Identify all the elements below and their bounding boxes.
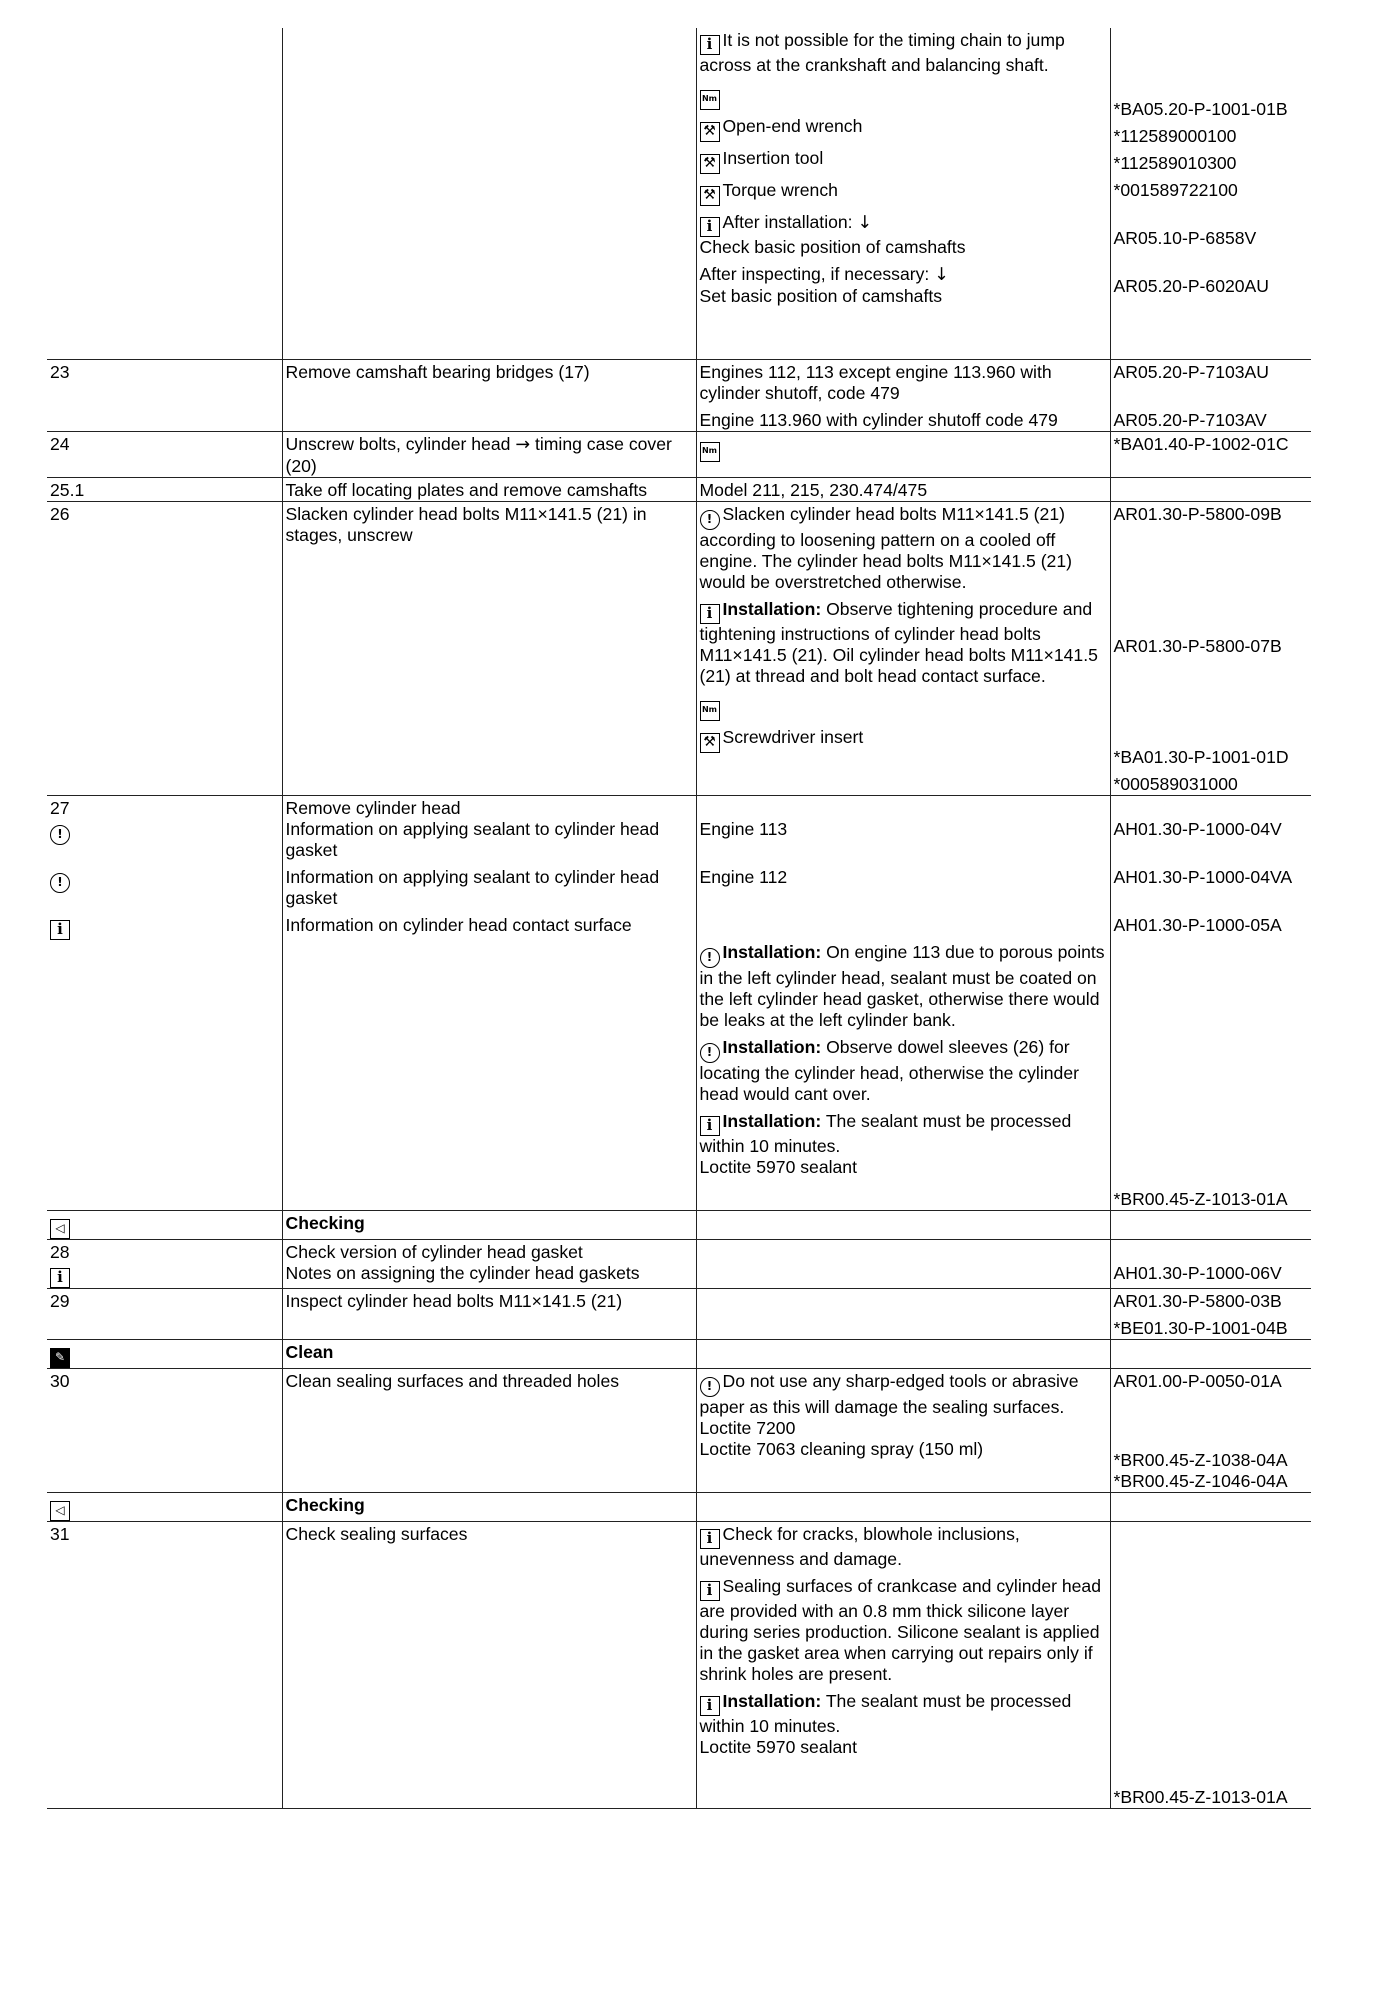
info-icon: i [50, 1268, 70, 1288]
step-row-22 [47, 28, 1311, 359]
step-reference [1110, 477, 1311, 501]
document-link[interactable]: AH01.30-P-1000-04VA [1113, 866, 1293, 887]
document-link[interactable]: *BR00.45-Z-1046-04A [1113, 1470, 1288, 1491]
step-row-30 [47, 1368, 1311, 1492]
step-number: 27 ! ! i [47, 795, 282, 1210]
step-number: 31 [47, 1521, 282, 1808]
torque-spec-icon: Nm [700, 442, 720, 462]
tool-number[interactable]: *112589010300 [1113, 153, 1237, 173]
step-action [282, 28, 696, 359]
step-row-26 [47, 501, 1311, 795]
document-link[interactable]: AR05.20-P-6020AU [1113, 276, 1270, 296]
section-header-clean [47, 1339, 1311, 1368]
section-title: Clean [282, 1339, 696, 1368]
warning-icon: ! [700, 1043, 720, 1063]
document-link[interactable]: AR05.20-P-7103AU [1113, 361, 1270, 382]
info-icon: i [700, 1116, 720, 1136]
step-row-27 [47, 795, 1311, 1210]
section-header-checking [47, 1210, 1311, 1239]
tool-number[interactable]: *000589031000 [1113, 773, 1238, 794]
warning-icon: ! [700, 510, 720, 530]
document-link[interactable]: AH01.30-P-1000-04V [1113, 818, 1282, 839]
torque-spec-icon: Nm [700, 90, 720, 110]
step-reference [1110, 1521, 1311, 1808]
warning-icon: ! [700, 1377, 720, 1397]
special-tool-icon: ⚒ [700, 186, 720, 206]
special-tool-icon: ⚒ [700, 733, 720, 753]
step-number [47, 1339, 282, 1368]
arrow-down-icon: ↓ [857, 213, 873, 233]
step-action: Clean sealing surfaces and threaded holes [282, 1368, 696, 1492]
warning-icon: ! [700, 948, 720, 968]
document-link[interactable]: AR01.30-P-5800-09B [1113, 503, 1282, 524]
step-reference [1110, 1288, 1311, 1339]
step-row-25-1 [47, 477, 1311, 501]
document-link[interactable]: AH01.30-P-1000-06V [1113, 1262, 1282, 1283]
procedure-table [47, 28, 1311, 1809]
info-icon: i [700, 1696, 720, 1716]
step-notes: ! Slacken cylinder head bolts M11×141.5 (21) according to loosening pattern on a cooled off engine. The cylinder head bolts M11×141.5 (21) would be overstretched otherwise. i Installation: Observe tightening procedure and tightening instructions of cylinder head bolts M11×141.5 (21). Oil cylinder head bolts M11×141.5 (21) at thread and bolt head contact surface. Nm ⚒ Screwdriver insert [696, 501, 1110, 795]
step-row-29 [47, 1288, 1311, 1339]
step-reference [1110, 359, 1311, 431]
step-number [47, 1492, 282, 1521]
document-link[interactable]: *BA01.40-P-1002-01C [1113, 433, 1289, 454]
document-link[interactable]: *BR00.45-Z-1038-04A [1113, 1449, 1288, 1470]
document-link[interactable]: AR01.00-P-0050-01A [1113, 1370, 1282, 1391]
step-number: 24 [47, 431, 282, 477]
step-notes: Engines 112, 113 except engine 113.960 with cylinder shutoff, code 479 Engine 113.960 with cylinder shutoff code 479 [696, 359, 1110, 431]
info-icon: i [50, 920, 70, 940]
step-notes: Engine 113 Engine 112 ! Installation: On engine 113 due to porous points in the left cylinder head, sealant must be coated on the left cylinder head gasket, otherwise there would be leaks at the left cylinder bank. ! Installation: Observe dowel sleeves (26) for locating the cylinder head, otherwise the cylinder head would cant over. i Installation: The sealant must be processed within 10 minutes. Loctite 5970 sealant [696, 795, 1110, 1210]
step-number: 29 [47, 1288, 282, 1339]
step-number [47, 1210, 282, 1239]
document-link[interactable]: AR05.20-P-7103AV [1113, 409, 1267, 430]
info-icon: i [700, 604, 720, 624]
info-icon: i [700, 1581, 720, 1601]
step-reference [1110, 431, 1311, 477]
clean-icon: ✎ [50, 1348, 70, 1368]
step-action: Unscrew bolts, cylinder head → timing case cover (20) [282, 431, 696, 477]
arrow-down-icon: ↓ [934, 265, 949, 285]
tool-number[interactable]: *001589722100 [1113, 180, 1238, 200]
step-action: Inspect cylinder head bolts M11×141.5 (21) [282, 1288, 696, 1339]
step-reference [1110, 1239, 1311, 1288]
step-number: 30 [47, 1368, 282, 1492]
document-link[interactable]: AR01.30-P-5800-03B [1113, 1290, 1282, 1311]
step-row-23 [47, 359, 1311, 431]
document-link[interactable]: *BA01.30-P-1001-01D [1113, 746, 1289, 767]
step-action: Check sealing surfaces [282, 1521, 696, 1808]
section-title: Checking [282, 1210, 696, 1239]
info-icon: i [700, 1529, 720, 1549]
step-row-31 [47, 1521, 1311, 1808]
step-number: 25.1 [47, 477, 282, 501]
document-link[interactable]: AR05.10-P-6858V [1113, 228, 1257, 248]
step-action: Remove cylinder head Information on applying sealant to cylinder head gasket Information on applying sealant to cylinder head gasket Information on cylinder head contact surface [282, 795, 696, 1210]
special-tool-icon: ⚒ [700, 154, 720, 174]
step-notes: i It is not possible for the timing chain to jump across at the crankshaft and balancing shaft. Nm ⚒ Open-end wrench ⚒ Insertion tool ⚒ Torque wrench i After installation: ↓ Check basic position of camshafts After inspecting, if necessary: ↓ Set basic position of camshafts [696, 28, 1110, 359]
step-notes: ! Do not use any sharp-edged tools or abrasive paper as this will damage the sealing surfaces. Loctite 7200 Loctite 7063 cleaning spray (150 ml) [696, 1368, 1110, 1492]
step-number: 23 [47, 359, 282, 431]
document-link[interactable]: AR01.30-P-5800-07B [1113, 635, 1282, 656]
step-notes: Model 211, 215, 230.474/475 [696, 477, 1110, 501]
checking-icon: ◁ [50, 1501, 70, 1521]
step-notes: i Check for cracks, blowhole inclusions, unevenness and damage. i Sealing surfaces of crankcase and cylinder head are provided with an 0.8 mm thick silicone layer during series production. Silicone sealant is applied in the gasket area when carrying out repairs only if shrink holes are present. i Installation: The sealant must be processed within 10 minutes. Loctite 5970 sealant [696, 1521, 1110, 1808]
checking-icon: ◁ [50, 1219, 70, 1239]
step-reference [1110, 28, 1311, 359]
step-reference [1110, 795, 1311, 1210]
section-title: Checking [282, 1492, 696, 1521]
warning-icon: ! [50, 873, 70, 893]
arrow-right-icon: → [515, 434, 531, 455]
document-link[interactable]: AH01.30-P-1000-05A [1113, 914, 1282, 935]
step-reference [1110, 501, 1311, 795]
tool-number[interactable]: *112589000100 [1113, 126, 1237, 146]
document-link[interactable]: *BR00.45-Z-1013-01A [1113, 1188, 1288, 1209]
torque-spec-icon: Nm [700, 701, 720, 721]
info-icon: i [700, 217, 720, 237]
step-action: Slacken cylinder head bolts M11×141.5 (21) in stages, unscrew [282, 501, 696, 795]
section-header-checking [47, 1492, 1311, 1521]
special-tool-icon: ⚒ [700, 122, 720, 142]
step-number [47, 28, 282, 359]
step-notes [696, 431, 1110, 477]
step-action: Remove camshaft bearing bridges (17) [282, 359, 696, 431]
warning-icon: ! [50, 825, 70, 845]
document-link[interactable]: *BR00.45-Z-1013-01A [1113, 1786, 1288, 1807]
step-action: Check version of cylinder head gasket Notes on assigning the cylinder head gaskets [282, 1239, 696, 1288]
info-icon: i [700, 35, 720, 55]
repair-instructions-page [47, 28, 1311, 1809]
step-number: 26 [47, 501, 282, 795]
document-link[interactable]: *BA05.20-P-1001-01B [1113, 99, 1288, 119]
step-action: Take off locating plates and remove camshafts [282, 477, 696, 501]
step-row-28 [47, 1239, 1311, 1288]
step-row-24 [47, 431, 1311, 477]
step-number: 28 i [47, 1239, 282, 1288]
document-link[interactable]: *BE01.30-P-1001-04B [1113, 1317, 1288, 1338]
step-reference [1110, 1368, 1311, 1492]
